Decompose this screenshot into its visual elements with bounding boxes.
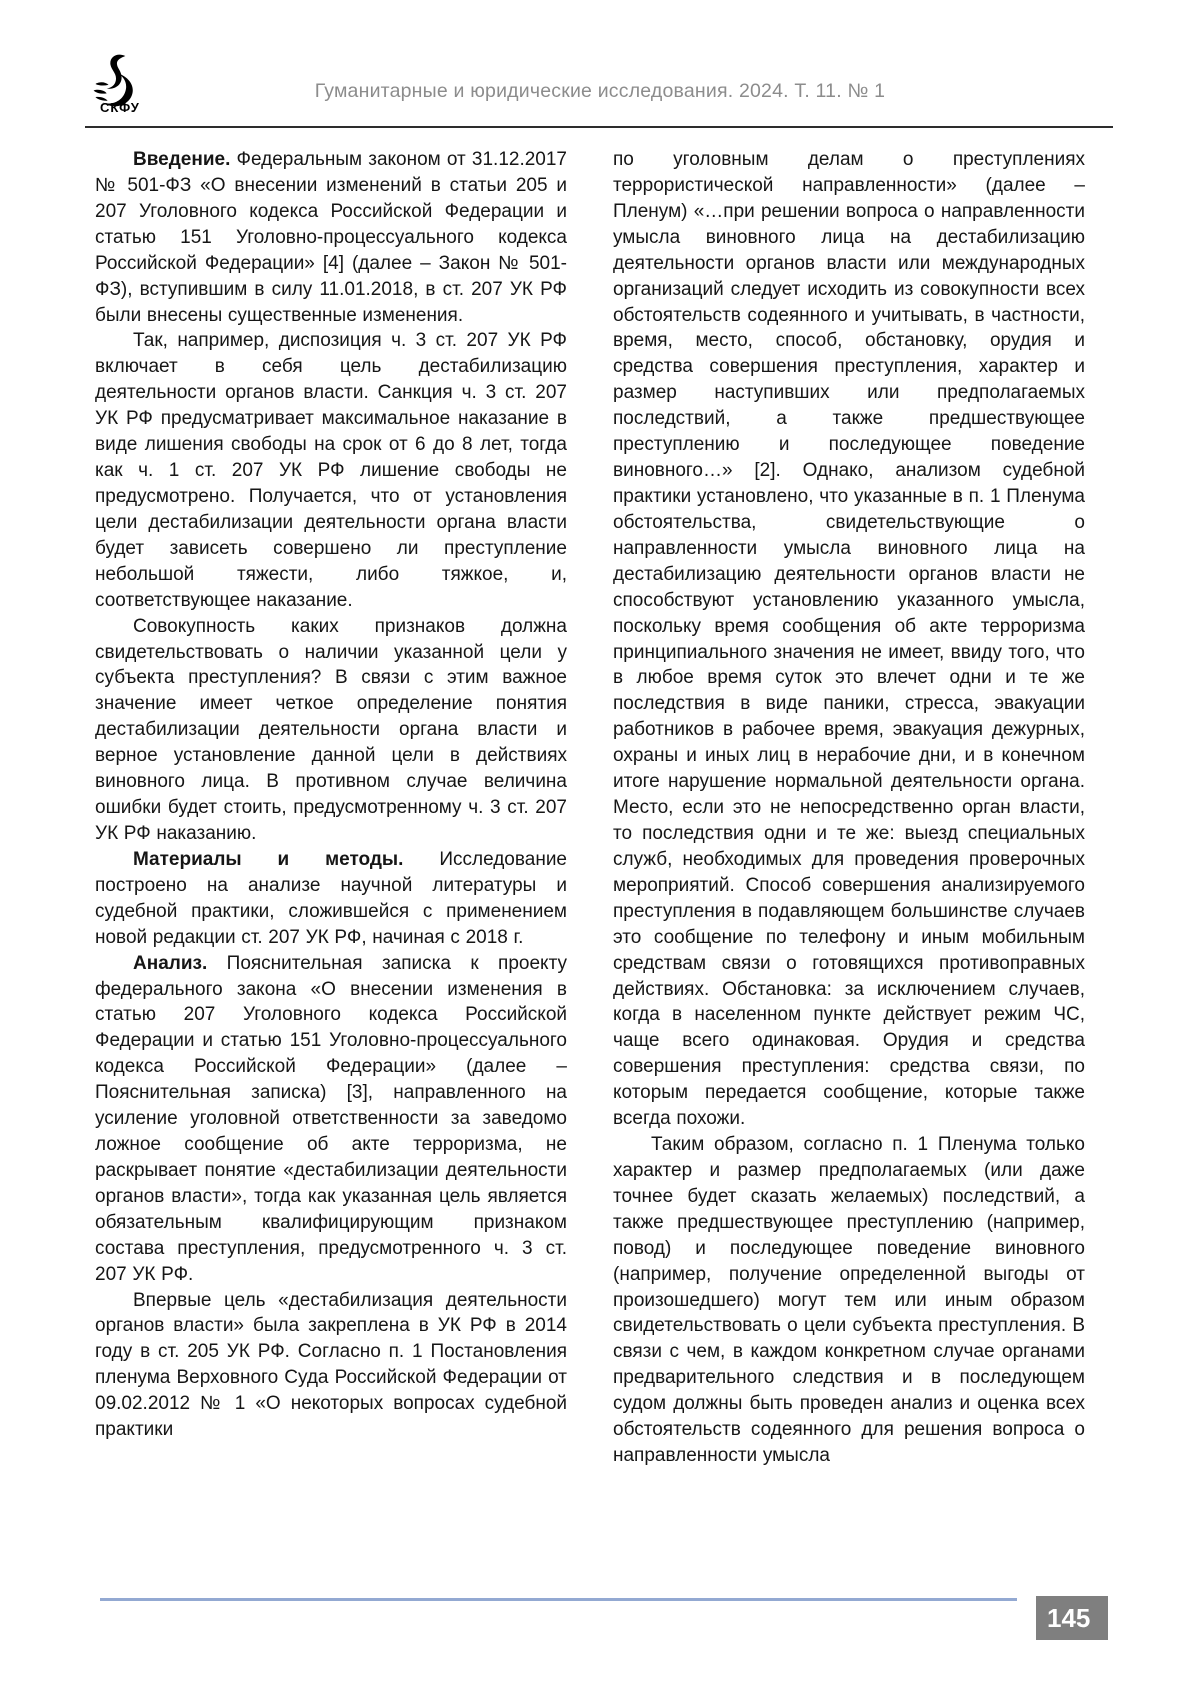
university-logo-text: СКФУ [100,100,140,115]
journal-title: Гуманитарные и юридические исследования. 2024. Т. 11. № 1 [314,80,886,102]
paragraph: Материалы и методы. Исследование построено на анализе научной литературы и судебной практики, сложившейся с применением новой редакции ст. 207 УК РФ, начиная с 2018 г. [95,848,567,948]
paragraph-lead: Введение. [133,149,237,170]
paragraph: Таким образом, согласно п. 1 Пленума только характер и размер предполагаемых (или даже точнее будет сказать желаемых) последствий, а также предшествующее преступлению (например, повод) и последующее поведение виновного (например, получение определенной выгоды от произошедшего) могут тем или иным образом свидетельствовать о цели субъекта преступления. В связи с чем, в каждом конкретном случае органами предварительного следствия и в последующем судом должны быть проведен анализ и оценка всех обстоятельств содеянного для решения вопроса о направленности умысла [613,1134,1085,1467]
paragraph: Анализ. Пояснительная записка к проекту федерального закона «О внесении изменения в статью 207 Уголовного кодекса Российской Федерации и статью 151 Уголовно-процессуального кодекса Российской Федерации» (далее – Пояснительная записка) [3], направленного на усиление уголовной ответственности за заведомо ложное сообщение об акте терроризма, не раскрывает понятие «дестабилизации деятельности органов власти», тогда как указанная цель является обязательным квалифицирующим признаком состава преступления, предусмотренного ч. 3 ст. 207 УК РФ. [95,952,567,1285]
header-divider [85,126,1113,128]
paragraph: Совокупность каких признаков должна свидетельствовать о наличии указанной цели у субъекта преступления? В связи с этим важное значение имеет четкое определение понятия дестабилизации деятельности органа власти и верное установление данной цели в действиях виновного лица. В противном случае величина ошибки будет стоить, предусмотренному ч. 3 ст. 207 УК РФ наказанию. [95,615,567,844]
right-column [613,147,1085,1469]
paragraph: по уголовным делам о преступлениях террористической направленности» (далее – Пленум) «…при решении вопроса о направленности умысла виновного лица на дестабилизацию деятельности органов власти или международных организаций следует исходить из совокупности всех обстоятельств содеянного и учитывать, в частности, время, место, способ, обстановку, орудия и средства совершения преступления, характер и размер наступивших или предполагаемых последствий, а также предшествующее преступлению и последующее поведение виновного…» [2]. Однако, анализом судебной практики установлено, что указанные в п. 1 Пленума обстоятельства, свидетельствующие о направленности умысла виновного лица на дестабилизацию деятельности органов власти не способствуют установлению указанного умысла, поскольку время сообщения об акте терроризма принципиального значения не имеет, ввиду того, что в любое время суток это влечет одни и те же последствия в виде паники, стресса, эвакуации работников в рабочее время, эвакуация дежурных, охраны и иных лиц в нерабочие дни, и в конечном итоге нарушение нормальной деятельности органа. Место, если это не непосредственно орган власти, то последствия одни и те же: выезд специальных служб, необходимых для проведения проверочных мероприятий. Способ совершения анализируемого преступления в подавляющем большинстве случаев это сообщение по телефону и иным мобильным средствам связи о готовящихся противоправных действиях. Обстановка: за исключением случаев, когда в населенном пункте действует режим ЧС, чаще всего одинаковая. Орудия и средства совершения преступления: средства связи, по которым передается сообщение, которые также всегда похожи. [613,149,1085,1130]
article-body [95,147,1085,1469]
left-column [95,147,567,1469]
paragraph-lead: Материалы и методы. [133,848,440,870]
paragraph-lead: Анализ. [133,952,227,974]
page-number-badge: 145 [1036,1596,1108,1640]
paragraph: Впервые цель «дестабилизация деятельности органов власти» была закреплена в УК РФ в 2014 году в ст. 205 УК РФ. Согласно п. 1 Постановления пленума Верховного Суда Российской Федерации от 09.02.2012 № 1 «О некоторых вопросах судебной практики [95,1289,567,1441]
paragraph: Введение. Федеральным законом от 31.12.2017 № 501-ФЗ «О внесении изменений в статьи 205 и 207 Уголовного кодекса Российской Федерации и статью 151 Уголовно-процессуального кодекса Российской Федерации» [4] (далее – Закон № 501-ФЗ), вступившим в силу 11.01.2018, в ст. 207 УК РФ были внесены существенные изменения. [95,149,567,326]
footer-divider [100,1598,1017,1601]
paragraph: Так, например, диспозиция ч. 3 ст. 207 УК РФ включает в себя цель дестабилизацию деятельности органов власти. Санкция ч. 3 ст. 207 УК РФ предусматривает максимальное наказание в виде лишения свободы на срок от 6 до 8 лет, тогда как ч. 1 ст. 207 УК РФ лишение свободы не предусмотрено. Получается, что от установления цели дестабилизации деятельности органа власти будет зависеть совершено ли преступление небольшой тяжести, либо тяжкое, и, соответствующее наказание. [95,330,567,611]
